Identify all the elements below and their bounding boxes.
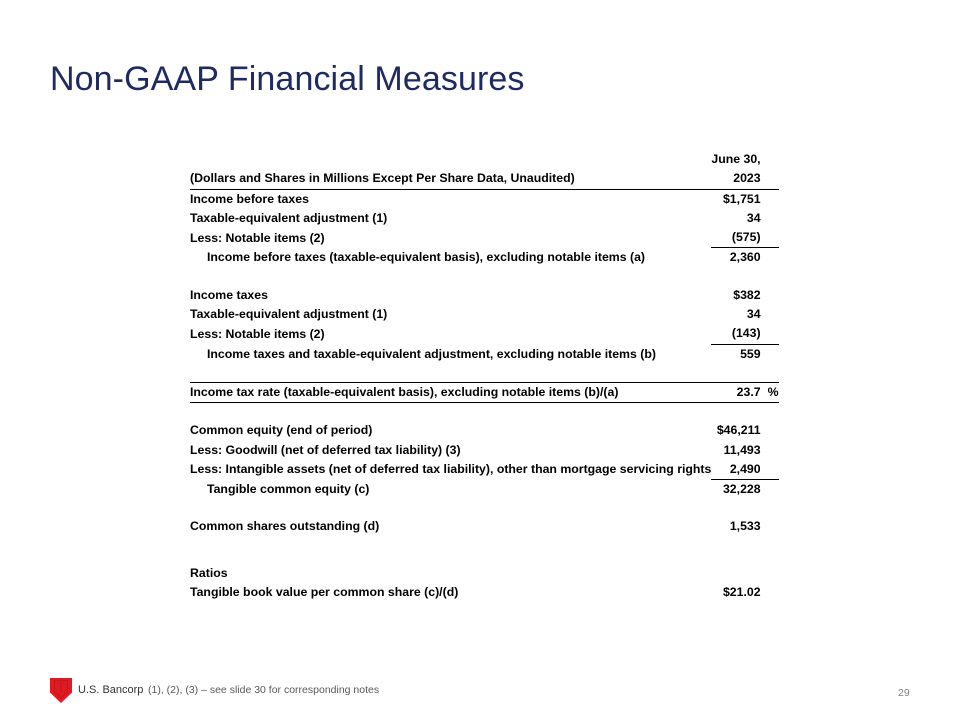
row-label: Less: Notable items (2) <box>190 326 325 341</box>
row-label: Income taxes <box>190 287 268 302</box>
row-unit <box>764 209 779 228</box>
header-unit-blank-2 <box>764 169 779 189</box>
table-row <box>190 517 779 536</box>
row-unit <box>764 344 779 364</box>
row-label: Common equity (end of period) <box>190 423 373 438</box>
us-bancorp-shield-logo-icon <box>50 678 72 703</box>
row-label: Taxable-equivalent adjustment (1) <box>190 210 388 225</box>
row-label: Tangible common equity (c) <box>207 482 370 497</box>
table-row <box>190 421 779 440</box>
table-row <box>190 305 779 324</box>
row-label: Taxable-equivalent adjustment (1) <box>190 307 388 322</box>
row-spacer <box>190 555 779 564</box>
row-unit <box>764 228 779 248</box>
row-label: Ratios <box>190 565 228 580</box>
table-row <box>190 286 779 305</box>
row-value: 11,493 <box>723 442 761 457</box>
row-spacer <box>190 364 779 383</box>
row-spacer <box>190 403 779 422</box>
non-gaap-financial-table <box>190 150 779 602</box>
row-unit <box>764 324 779 344</box>
row-spacer <box>190 499 779 517</box>
footnote-reference: (1), (2), (3) – see slide 30 for corresponding notes <box>148 684 380 696</box>
row-unit <box>764 421 779 440</box>
row-value: $46,211 <box>716 423 761 438</box>
row-label: Less: Goodwill (net of deferred tax liability) (3) <box>190 442 461 457</box>
table-row-tax-rate <box>190 382 779 402</box>
row-value: $21.02 <box>722 585 761 600</box>
row-label: Income tax rate (taxable-equivalent basis), excluding notable items (b)/(a) <box>190 382 711 402</box>
row-value: 32,228 <box>722 482 761 497</box>
row-spacer <box>190 537 779 555</box>
header-blank-cell <box>190 150 711 169</box>
row-unit <box>764 441 779 460</box>
row-value: (575) <box>711 228 763 248</box>
table-row <box>190 189 779 209</box>
row-unit <box>764 248 779 268</box>
row-spacer <box>190 268 779 286</box>
row-value: 34 <box>746 307 761 322</box>
table-row-subtotal <box>190 344 779 364</box>
row-label: Tangible book value per common share (c)/(d) <box>190 585 459 600</box>
table-row <box>190 209 779 228</box>
row-value: 2,490 <box>711 460 763 480</box>
header-date-line1: June 30, <box>711 152 761 166</box>
table-header-row-date <box>190 150 779 169</box>
page-number: 29 <box>898 687 910 699</box>
row-unit <box>764 583 779 602</box>
row-label: Less: Notable items (2) <box>190 230 325 245</box>
row-value: 23.7 <box>711 382 763 402</box>
table-row <box>190 228 779 248</box>
row-label: Income before taxes (taxable-equivalent basis), excluding notable items (a) <box>207 250 646 265</box>
table-row-subtotal <box>190 480 779 500</box>
table-row <box>190 324 779 344</box>
row-value: 34 <box>746 210 761 225</box>
row-unit: % <box>764 382 779 402</box>
row-unit <box>764 305 779 324</box>
table-row <box>190 441 779 460</box>
table-row-subtotal <box>190 248 779 268</box>
row-unit <box>764 189 779 209</box>
header-date-line2: 2023 <box>711 169 763 189</box>
row-value: $382 <box>733 287 761 302</box>
row-unit <box>764 517 779 536</box>
row-unit <box>764 564 779 583</box>
table-row <box>190 583 779 602</box>
row-value: 2,360 <box>729 250 761 265</box>
row-value: (143) <box>711 324 763 344</box>
row-label: Less: Intangible assets (net of deferred tax liability), other than mortgage servicing rights <box>190 462 712 477</box>
page-title: Non-GAAP Financial Measures <box>50 60 525 98</box>
row-value <box>711 564 763 583</box>
row-value: $1,751 <box>722 191 761 206</box>
brand-name: U.S. Bancorp <box>78 684 144 696</box>
row-label: Income before taxes <box>190 191 309 206</box>
row-unit <box>764 286 779 305</box>
header-caption: (Dollars and Shares in Millions Except Per Share Data, Unaudited) <box>190 169 711 189</box>
row-label: Income taxes and taxable-equivalent adjustment, excluding notable items (b) <box>207 346 656 361</box>
row-value: 559 <box>740 346 761 361</box>
table-row <box>190 460 779 480</box>
table-section-heading-ratios <box>190 564 779 583</box>
header-unit-blank <box>764 150 779 169</box>
row-unit <box>764 480 779 500</box>
row-unit <box>764 460 779 480</box>
row-label: Common shares outstanding (d) <box>190 519 380 534</box>
table-header-row-caption <box>190 169 779 189</box>
row-value: 1,533 <box>729 519 761 534</box>
